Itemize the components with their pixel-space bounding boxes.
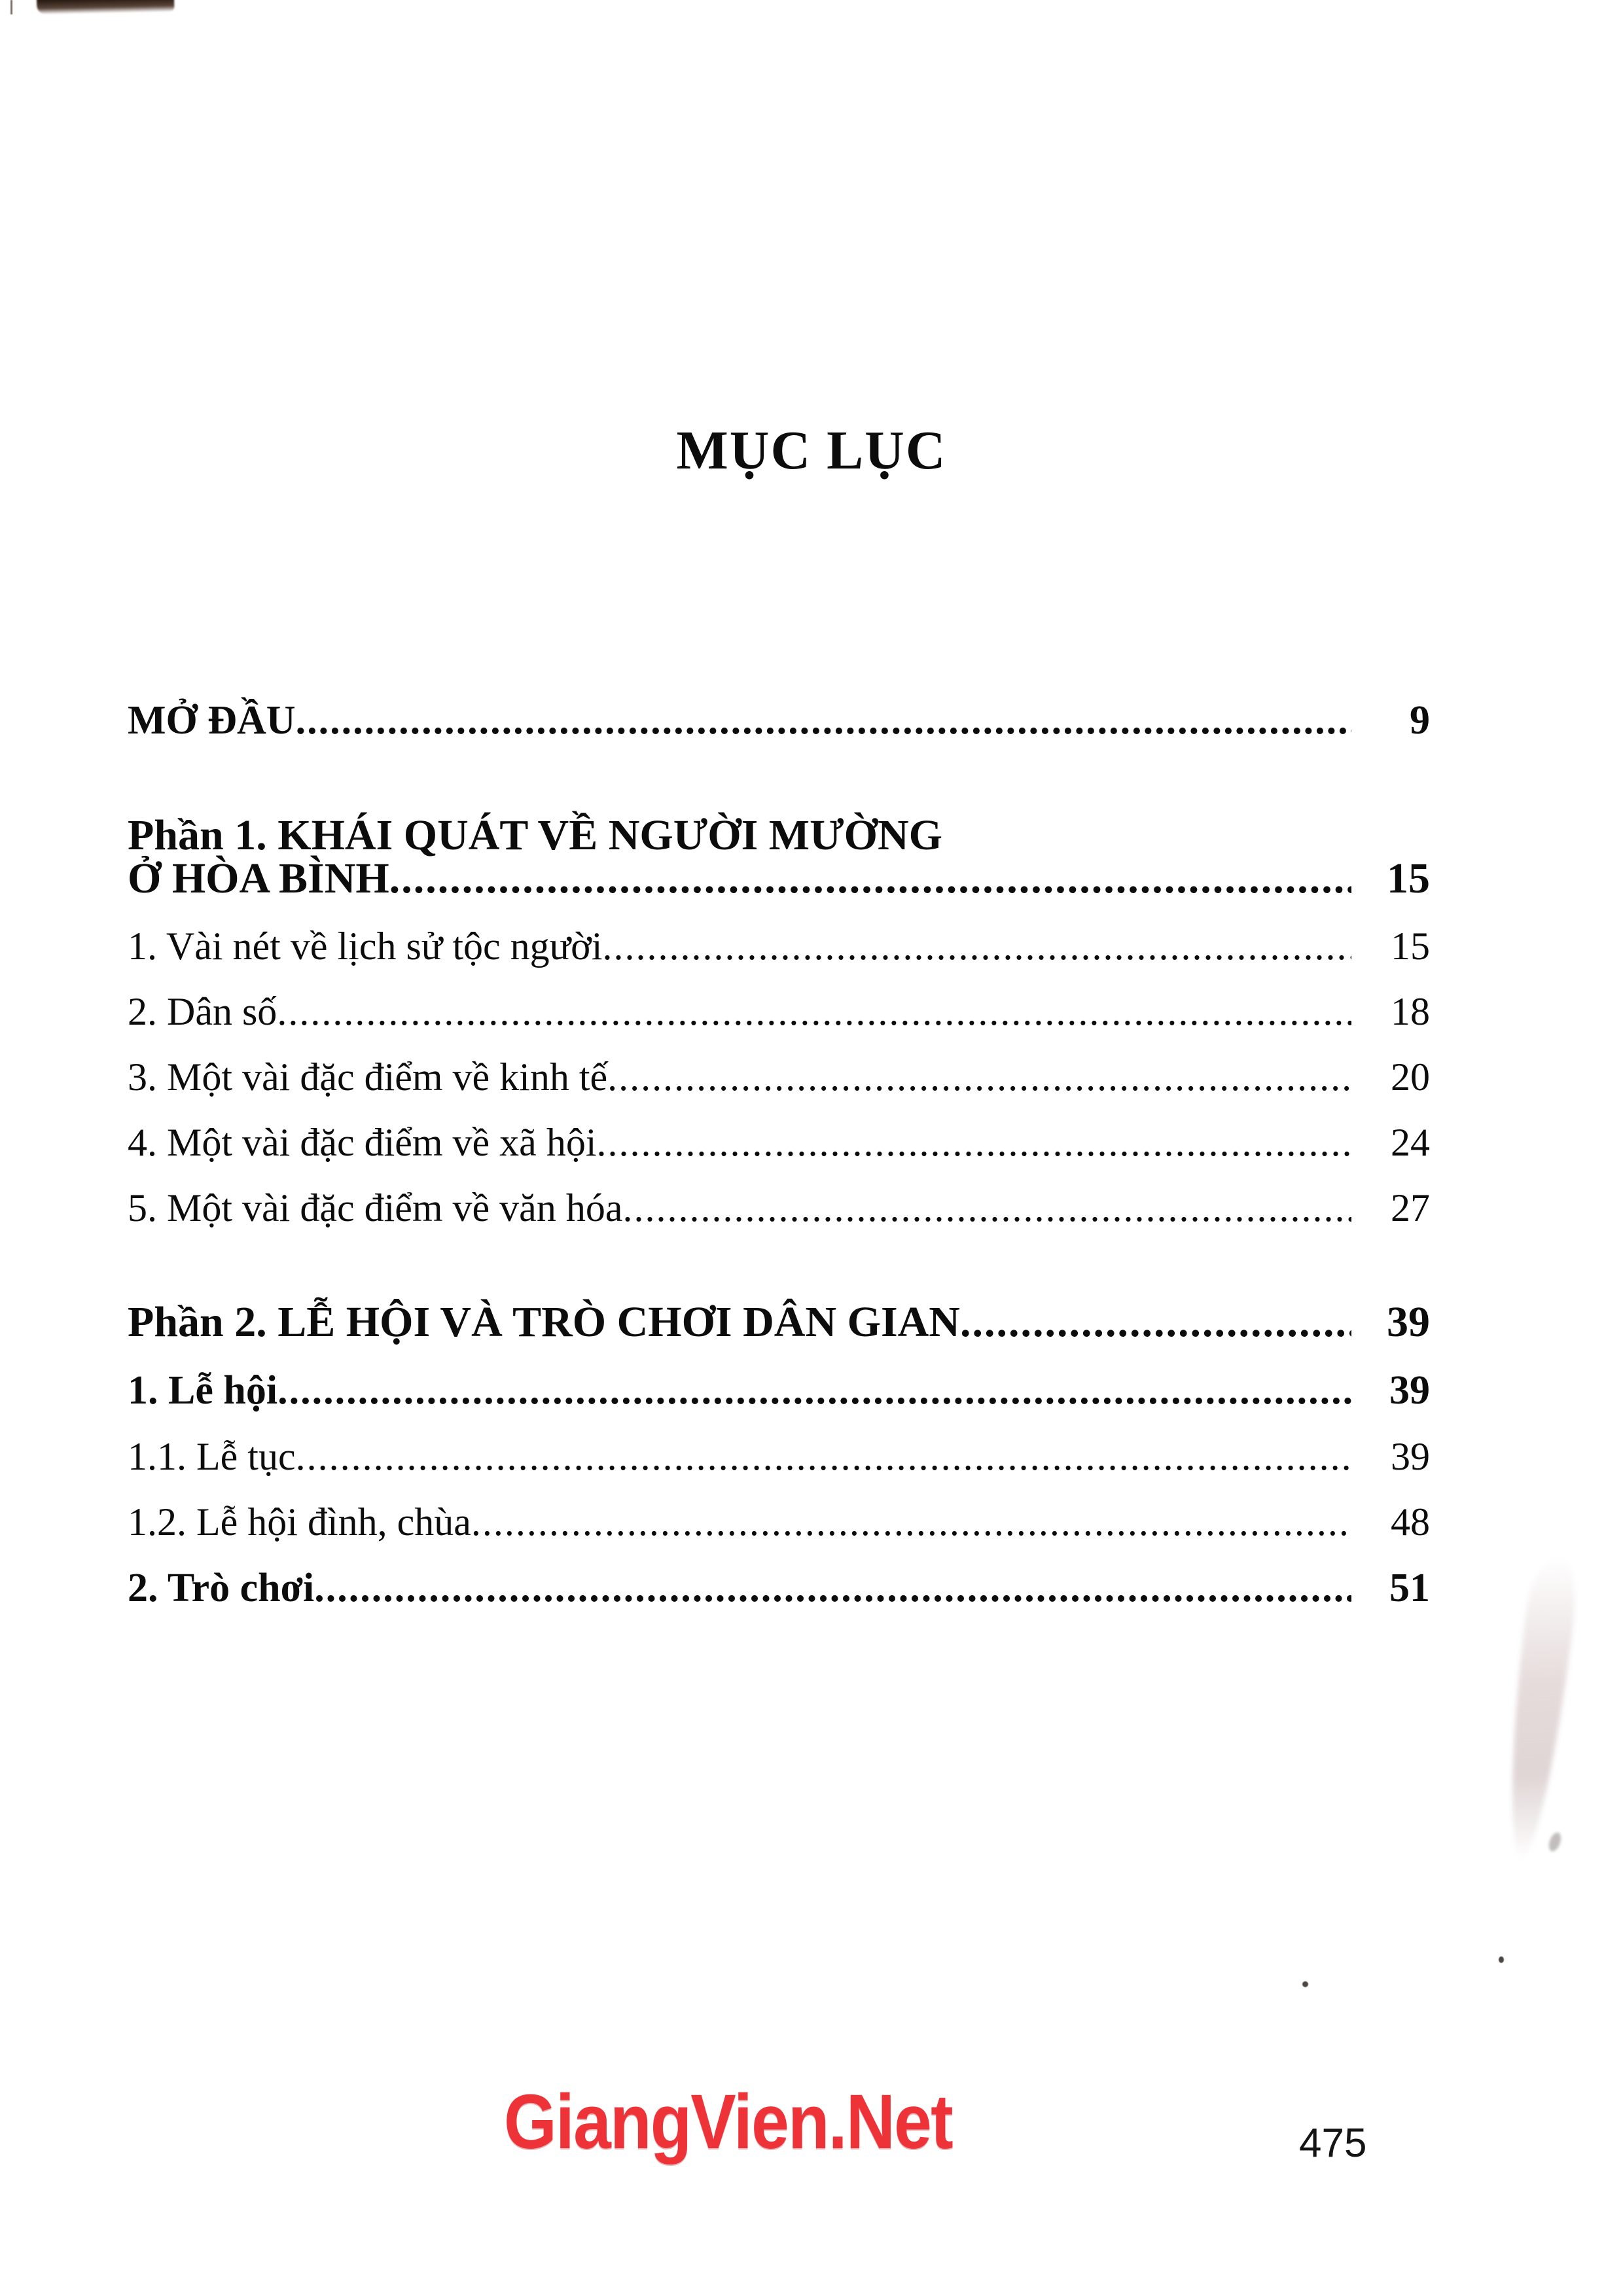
toc-entry-p1-1[interactable] [128, 927, 1430, 966]
toc-entry-label: 1.2. Lễ hội đình, chùa [128, 1500, 471, 1544]
toc-dot-leader [277, 992, 1351, 1031]
toc-entry-label: 1. Vài nét về lịch sử tộc người [128, 925, 603, 968]
toc-entry-label: 4. Một vài đặc điểm về xã hội [128, 1121, 597, 1164]
toc-entry-label: MỞ ĐẦU [128, 698, 296, 743]
toc-entry-p2-1-2[interactable] [128, 1502, 1430, 1542]
toc-entry-label: 2. Dân số [128, 990, 277, 1033]
toc-entry-p2-2[interactable] [128, 1568, 1430, 1608]
toc-entry-p2-1[interactable] [128, 1370, 1430, 1411]
toc-entry-phan-1-line1[interactable]: Phần 1. KHÁI QUÁT VỀ NGƯỜI MƯỜNG [128, 811, 942, 859]
toc-dot-leader [596, 1123, 1351, 1162]
toc-entry-mo-dau[interactable] [128, 700, 1430, 741]
toc-dot-leader [314, 1568, 1351, 1608]
spacer [128, 1542, 1430, 1568]
scan-artifact-page-curl [1496, 1555, 1581, 1860]
toc-dot-leader [296, 700, 1351, 741]
toc-entry-page: 48 [1391, 1500, 1430, 1544]
toc-dot-leader [389, 857, 1351, 900]
toc-entry-label: 1.1. Lễ tục [128, 1435, 296, 1478]
toc-entry-p1-4[interactable] [128, 1123, 1430, 1162]
watermark: GiangVien.Net [504, 2079, 952, 2165]
spacer [128, 1476, 1430, 1502]
toc-dot-leader [603, 927, 1351, 966]
spacer [128, 1411, 1430, 1437]
toc-entry-p2-1-1[interactable] [128, 1437, 1430, 1476]
toc-entry-page: 24 [1391, 1121, 1430, 1164]
toc-entry-phan-2[interactable] [128, 1298, 1430, 1346]
scan-artifact-page-curl-tip [1546, 1831, 1563, 1853]
toc-dot-leader [622, 1188, 1351, 1227]
toc-entry-label: 3. Một vài đặc điểm về kinh tế [128, 1055, 608, 1099]
table-of-contents [128, 700, 1430, 1608]
toc-entry-page: 51 [1389, 1566, 1430, 1610]
scan-artifact-speck [1302, 1981, 1308, 1987]
toc-entry-p1-2[interactable] [128, 992, 1430, 1031]
toc-dot-leader [960, 1301, 1351, 1344]
toc-dot-leader [296, 1437, 1351, 1476]
toc-entry-label: Ở HÒA BÌNH [128, 855, 389, 902]
page-number: 475 [1299, 2121, 1367, 2166]
spacer [128, 1227, 1430, 1301]
toc-entry-page: 20 [1391, 1055, 1430, 1099]
toc-entry-p1-3[interactable] [128, 1057, 1430, 1097]
toc-entry-label: 5. Một vài đặc điểm về văn hóa [128, 1186, 623, 1229]
spacer [128, 900, 1430, 927]
scan-artifact-speck [1499, 1956, 1504, 1963]
toc-entry-page: 39 [1389, 1368, 1430, 1413]
scan-artifact-edge-tick [10, 0, 12, 14]
toc-entry-label: Phần 2. LỄ HỘI VÀ TRÒ CHƠI DÂN GIAN [128, 1298, 960, 1346]
scan-artifact-top-left [37, 0, 175, 14]
toc-entry-page: 9 [1410, 698, 1430, 743]
spacer [128, 1097, 1430, 1123]
page-title: MỤC LỤC [676, 420, 947, 481]
toc-entry-page: 15 [1387, 855, 1430, 902]
toc-dot-leader [607, 1057, 1351, 1097]
toc-entry-page: 39 [1387, 1298, 1430, 1346]
toc-entry-page: 39 [1391, 1435, 1430, 1478]
toc-dot-leader [277, 1370, 1351, 1411]
toc-entry-label: 2. Trò chơi [128, 1566, 315, 1610]
toc-entry-label: 1. Lễ hội [128, 1368, 278, 1413]
spacer [128, 1031, 1430, 1057]
toc-entry-page: 18 [1391, 990, 1430, 1033]
toc-entry-page: 15 [1391, 925, 1430, 968]
spacer [128, 966, 1430, 992]
spacer [128, 1162, 1430, 1188]
toc-entry-phan-1[interactable] [128, 857, 1430, 900]
spacer [128, 741, 1430, 814]
toc-entry-page: 27 [1391, 1186, 1430, 1229]
toc-dot-leader [471, 1502, 1351, 1542]
toc-entry-p1-5[interactable] [128, 1188, 1430, 1227]
spacer [128, 1344, 1430, 1370]
